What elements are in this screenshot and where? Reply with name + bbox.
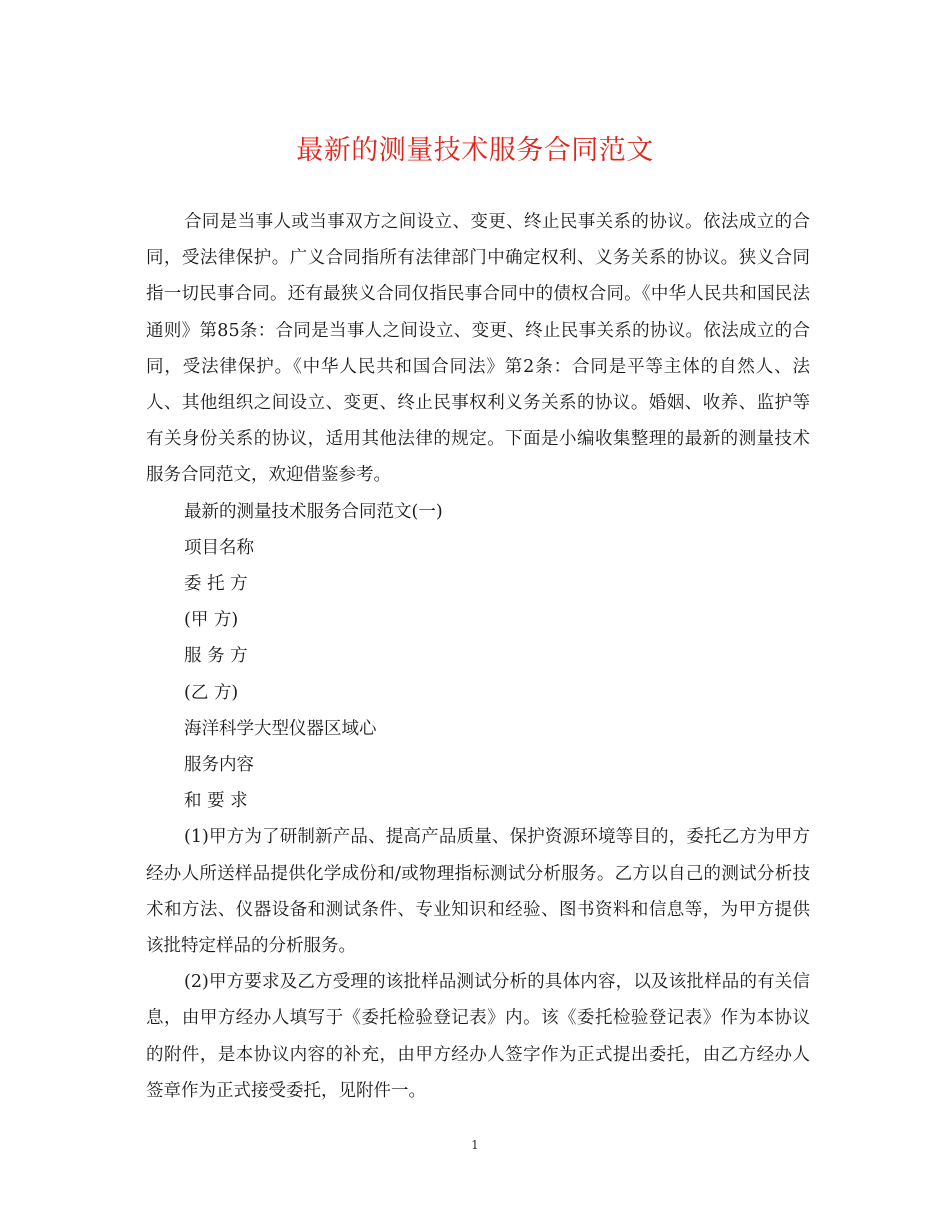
document-title: 最新的测量技术服务合同范文 bbox=[296, 135, 654, 166]
clause-2-paragraph: (2)甲方要求及乙方受理的该批样品测试分析的具体内容，以及该批样品的有关信息，由甲方经办人填写于《委托检验登记表》内。该《委托检验登记表》作为本协议的附件，是本协议内容的补充，由甲方经办人签字作为正式提出委托，由乙方经办人签章作为正式接受委托，见附件一。 bbox=[146, 972, 810, 1101]
field-label-service-provider: 服 务 方 bbox=[184, 646, 248, 667]
field-label-party-a: (甲 方) bbox=[184, 610, 239, 631]
field-label-service-content: 服务内容 bbox=[184, 755, 254, 776]
field-label-requirements: 和 要 求 bbox=[184, 791, 248, 812]
field-label-client: 委 托 方 bbox=[184, 574, 248, 595]
field-value-provider-name: 海洋科学大型仪器区域心 bbox=[184, 718, 377, 739]
page-number: 1 bbox=[471, 1138, 479, 1152]
field-label-project-name: 项目名称 bbox=[184, 537, 254, 558]
section-heading: 最新的测量技术服务合同范文(一) bbox=[184, 501, 443, 522]
intro-paragraph: 合同是当事人或当事双方之间设立、变更、终止民事关系的协议。依法成立的合同，受法律保护。广义合同指所有法律部门中确定权利、义务关系的协议。狭义合同指一切民事合同。还有最狭义合同仅指民事合同中的债权合同。《中华人民共和国民法通则》第85条：合同是当事人之间设立、变更、终止民事关系的协议。依法成立的合同，受法律保护。《中华人民共和国合同法》第2条：合同是平等主体的自然人、法人、其他组织之间设立、变更、终止民事权利义务关系的协议。婚姻、收养、监护等有关身份关系的协议，适用其他法律的规定。下面是小编收集整理的最新的测量技术服务合同范文，欢迎借鉴参考。 bbox=[146, 212, 810, 486]
field-label-party-b: (乙 方) bbox=[184, 682, 239, 703]
document-body bbox=[146, 204, 810, 1109]
clause-1-paragraph: (1)甲方为了研制新产品、提高产品质量、保护资源环境等目的，委托乙方为甲方经办人所送样品提供化学成份和/或物理指标测试分析服务。乙方以自己的测试分析技术和方法、仪器设备和测试条件、专业知识和经验、图书资料和信息等，为甲方提供该批特定样品的分析服务。 bbox=[146, 827, 810, 957]
